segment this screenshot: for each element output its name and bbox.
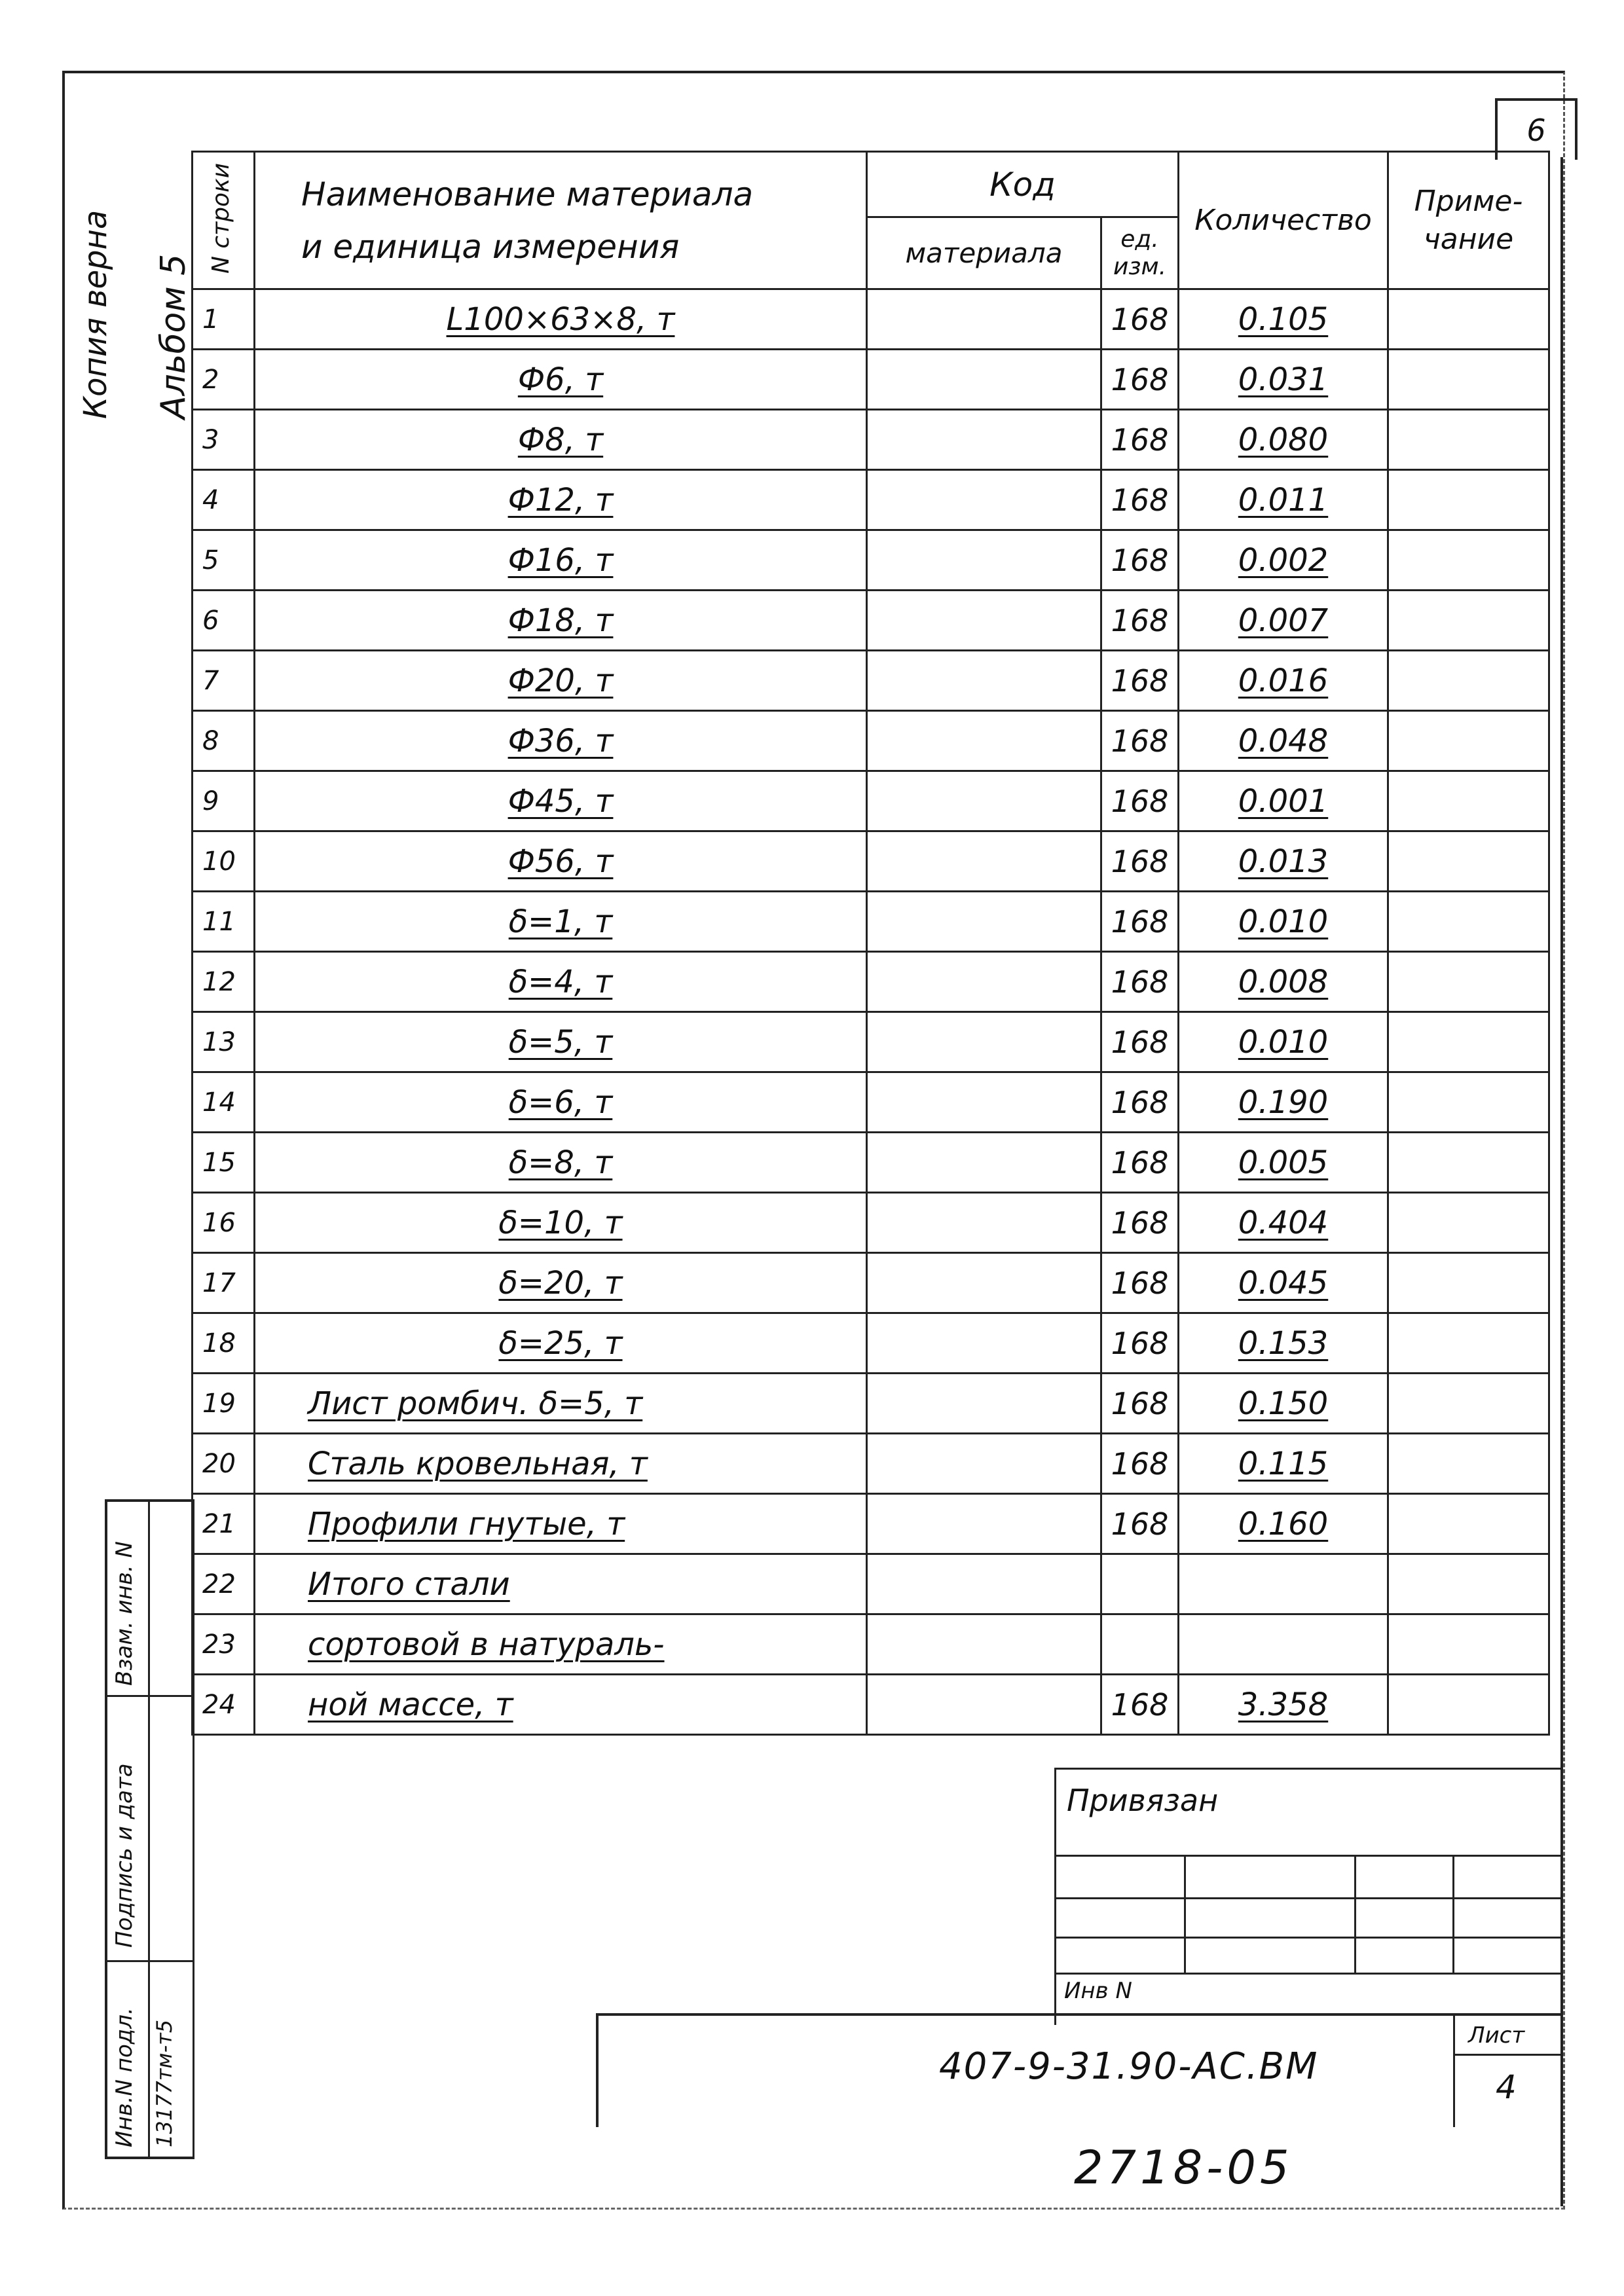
unit-code: 168: [1101, 651, 1179, 711]
material-code: [867, 831, 1101, 892]
material-code: [867, 1012, 1101, 1072]
row-number: 16: [193, 1193, 255, 1253]
material-name: Ф8, т: [255, 410, 867, 470]
material-code: [867, 1193, 1101, 1253]
material-code: [867, 892, 1101, 952]
material-name: Ф45, т: [255, 771, 867, 831]
table-row: [193, 1554, 1549, 1614]
note-cell: [1388, 591, 1549, 651]
quantity-value: 0.115: [1179, 1434, 1388, 1494]
quantity-value: 0.002: [1179, 530, 1388, 591]
material-name: Ф36, т: [255, 711, 867, 771]
table-row: [193, 711, 1549, 771]
material-code: [867, 1253, 1101, 1313]
material-code: [867, 1374, 1101, 1434]
note-cell: [1388, 1675, 1549, 1735]
linked-label: Привязан: [1067, 1783, 1219, 1818]
unit-code: [1101, 1554, 1179, 1614]
note-cell: [1388, 711, 1549, 771]
material-code: [867, 350, 1101, 410]
quantity-value: 0.011: [1179, 470, 1388, 530]
material-code: [867, 1554, 1101, 1614]
material-name: Ф12, т: [255, 470, 867, 530]
material-name: δ=8, т: [255, 1133, 867, 1193]
table-row: [193, 1133, 1549, 1193]
quantity-value: 0.007: [1179, 591, 1388, 651]
quantity-value: [1179, 1554, 1388, 1614]
quantity-value: 0.016: [1179, 651, 1388, 711]
quantity-value: 0.001: [1179, 771, 1388, 831]
row-number: 22: [193, 1554, 255, 1614]
sheet-number: 6: [1495, 98, 1578, 160]
material-code: [867, 530, 1101, 591]
row-number: 11: [193, 892, 255, 952]
material-name: Ф56, т: [255, 831, 867, 892]
row-number: 8: [193, 711, 255, 771]
material-code: [867, 591, 1101, 651]
row-number: 14: [193, 1072, 255, 1133]
note-cell: [1388, 350, 1549, 410]
unit-code: 168: [1101, 530, 1179, 591]
material-name: δ=6, т: [255, 1072, 867, 1133]
note-cell: [1388, 1494, 1549, 1554]
note-cell: [1388, 952, 1549, 1012]
unit-code: [1101, 1614, 1179, 1675]
table-row: [193, 1675, 1549, 1735]
quantity-value: 0.150: [1179, 1374, 1388, 1434]
row-number: 18: [193, 1313, 255, 1374]
inv-label: Инв N: [1064, 1978, 1132, 2004]
material-code: [867, 1675, 1101, 1735]
material-name: δ=1, т: [255, 892, 867, 952]
quantity-value: 0.080: [1179, 410, 1388, 470]
header-name: Наименование материала и единица измерения: [255, 152, 867, 289]
unit-code: 168: [1101, 1253, 1179, 1313]
table-row: [193, 1012, 1549, 1072]
material-code: [867, 470, 1101, 530]
note-cell: [1388, 530, 1549, 591]
material-name: δ=10, т: [255, 1193, 867, 1253]
row-number: 24: [193, 1675, 255, 1735]
note-cell: [1388, 1012, 1549, 1072]
header-code-unit: ед. изм.: [1101, 217, 1179, 289]
quantity-value: 0.010: [1179, 1012, 1388, 1072]
table-row: [193, 591, 1549, 651]
material-code: [867, 1434, 1101, 1494]
quantity-value: 0.045: [1179, 1253, 1388, 1313]
sheet-label: Лист: [1468, 2022, 1525, 2049]
table-row: [193, 651, 1549, 711]
note-cell: [1388, 1614, 1549, 1675]
unit-code: 168: [1101, 591, 1179, 651]
note-cell: [1388, 1374, 1549, 1434]
quantity-value: 0.010: [1179, 892, 1388, 952]
quantity-value: 0.160: [1179, 1494, 1388, 1554]
unit-code: 168: [1101, 1012, 1179, 1072]
header-code-material: материала: [867, 217, 1101, 289]
quantity-value: 0.404: [1179, 1193, 1388, 1253]
header-code: Код: [867, 152, 1179, 217]
material-code: [867, 1313, 1101, 1374]
table-row: [193, 1434, 1549, 1494]
quantity-value: 0.013: [1179, 831, 1388, 892]
note-cell: [1388, 1253, 1549, 1313]
material-name: L100×63×8, т: [255, 289, 867, 350]
material-code: [867, 1494, 1101, 1554]
table-row: [193, 831, 1549, 892]
table-row: [193, 892, 1549, 952]
material-name: Ф20, т: [255, 651, 867, 711]
unit-code: 168: [1101, 470, 1179, 530]
note-cell: [1388, 1193, 1549, 1253]
quantity-value: [1179, 1614, 1388, 1675]
material-name: сортовой в натураль-: [255, 1614, 867, 1675]
row-number: 20: [193, 1434, 255, 1494]
table-row: [193, 1072, 1549, 1133]
material-name: ной массе, т: [255, 1675, 867, 1735]
row-number: 13: [193, 1012, 255, 1072]
material-name: Ф18, т: [255, 591, 867, 651]
unit-code: 168: [1101, 892, 1179, 952]
material-code: [867, 711, 1101, 771]
note-cell: [1388, 410, 1549, 470]
header-note: Приме- чание: [1388, 152, 1549, 289]
unit-code: 168: [1101, 1193, 1179, 1253]
unit-code: 168: [1101, 1494, 1179, 1554]
note-cell: [1388, 289, 1549, 350]
unit-code: 168: [1101, 771, 1179, 831]
unit-code: 168: [1101, 350, 1179, 410]
material-name: Ф16, т: [255, 530, 867, 591]
unit-code: 168: [1101, 1675, 1179, 1735]
title-block: [596, 2013, 1561, 2127]
frame-right-line: [1560, 157, 1563, 2206]
table-row: [193, 289, 1549, 350]
row-number: 19: [193, 1374, 255, 1434]
row-number: 3: [193, 410, 255, 470]
unit-code: 168: [1101, 952, 1179, 1012]
material-code: [867, 1133, 1101, 1193]
unit-code: 168: [1101, 410, 1179, 470]
material-code: [867, 289, 1101, 350]
sign-date-label: Подпись и дата: [111, 1763, 138, 1948]
material-code: [867, 952, 1101, 1012]
material-code: [867, 1614, 1101, 1675]
table-row: [193, 1614, 1549, 1675]
row-number: 23: [193, 1614, 255, 1675]
unit-code: 168: [1101, 1133, 1179, 1193]
copy-true-note: Копия верна: [77, 210, 114, 419]
material-code: [867, 651, 1101, 711]
unit-code: 168: [1101, 1072, 1179, 1133]
unit-code: 168: [1101, 711, 1179, 771]
table-row: [193, 530, 1549, 591]
material-code: [867, 1072, 1101, 1133]
row-number: 2: [193, 350, 255, 410]
unit-code: 168: [1101, 1374, 1179, 1434]
archive-number: 2718-05: [1074, 2141, 1293, 2195]
sheet-value: 4: [1496, 2068, 1517, 2106]
note-cell: [1388, 831, 1549, 892]
material-code: [867, 771, 1101, 831]
quantity-value: 0.048: [1179, 711, 1388, 771]
quantity-value: 3.358: [1179, 1675, 1388, 1735]
unit-code: 168: [1101, 1434, 1179, 1494]
material-name: δ=4, т: [255, 952, 867, 1012]
table-row: [193, 470, 1549, 530]
table-row: [193, 952, 1549, 1012]
row-number: 6: [193, 591, 255, 651]
table-row: [193, 410, 1549, 470]
row-number: 4: [193, 470, 255, 530]
linkage-stamp: [1054, 1768, 1560, 2025]
note-cell: [1388, 771, 1549, 831]
table-row: [193, 1193, 1549, 1253]
quantity-value: 0.005: [1179, 1133, 1388, 1193]
table-row: [193, 1313, 1549, 1374]
row-number: 9: [193, 771, 255, 831]
spec-table-body: [193, 289, 1549, 1735]
table-row: [193, 1374, 1549, 1434]
note-cell: [1388, 470, 1549, 530]
note-cell: [1388, 892, 1549, 952]
material-spec-table: [191, 151, 1550, 1736]
quantity-value: 0.105: [1179, 289, 1388, 350]
header-row-no: N строки: [193, 152, 255, 289]
unit-code: 168: [1101, 831, 1179, 892]
note-cell: [1388, 1434, 1549, 1494]
unit-code: 168: [1101, 1313, 1179, 1374]
material-name: Ф6, т: [255, 350, 867, 410]
quantity-value: 0.031: [1179, 350, 1388, 410]
table-row: [193, 1253, 1549, 1313]
material-name: Лист ромбич. δ=5, т: [255, 1374, 867, 1434]
row-number: 10: [193, 831, 255, 892]
inv-orig-label: Инв.N подл.: [111, 2007, 138, 2147]
header-quantity: Количество: [1179, 152, 1388, 289]
material-name: δ=25, т: [255, 1313, 867, 1374]
row-number: 15: [193, 1133, 255, 1193]
row-number: 17: [193, 1253, 255, 1313]
material-name: δ=5, т: [255, 1012, 867, 1072]
table-row: [193, 350, 1549, 410]
row-number: 1: [193, 289, 255, 350]
quantity-value: 0.008: [1179, 952, 1388, 1012]
material-name: Итого стали: [255, 1554, 867, 1614]
quantity-value: 0.190: [1179, 1072, 1388, 1133]
row-number: 5: [193, 530, 255, 591]
inv-orig-value: 13177тм-т5: [152, 2019, 177, 2147]
drawing-designation: 407-9-31.90-АС.ВМ: [939, 2045, 1319, 2088]
note-cell: [1388, 651, 1549, 711]
note-cell: [1388, 1554, 1549, 1614]
table-row: [193, 771, 1549, 831]
album-note: Альбом 5: [154, 253, 193, 419]
material-name: δ=20, т: [255, 1253, 867, 1313]
row-number: 12: [193, 952, 255, 1012]
replace-inv-label: Взам. инв. N: [111, 1541, 138, 1686]
quantity-value: 0.153: [1179, 1313, 1388, 1374]
note-cell: [1388, 1072, 1549, 1133]
row-number: 7: [193, 651, 255, 711]
material-name: Профили гнутые, т: [255, 1494, 867, 1554]
note-cell: [1388, 1133, 1549, 1193]
row-number: 21: [193, 1494, 255, 1554]
unit-code: 168: [1101, 289, 1179, 350]
material-code: [867, 410, 1101, 470]
material-name: Сталь кровельная, т: [255, 1434, 867, 1494]
table-row: [193, 1494, 1549, 1554]
note-cell: [1388, 1313, 1549, 1374]
